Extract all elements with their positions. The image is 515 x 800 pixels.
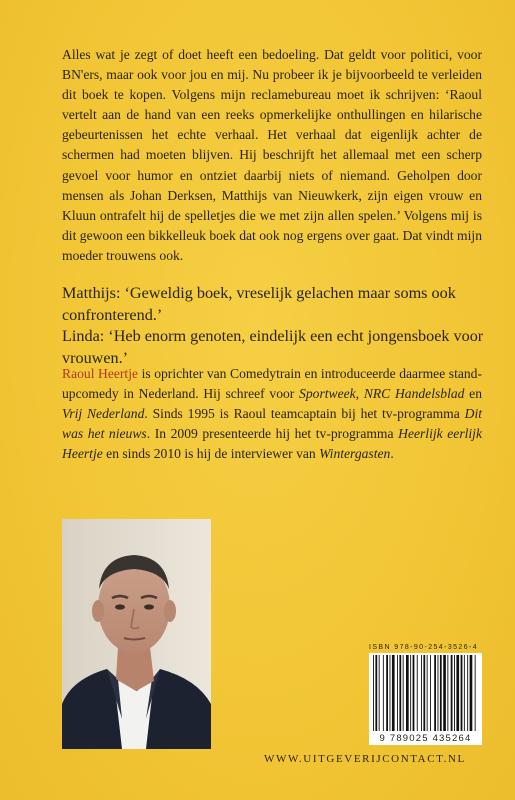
barcode-bar <box>392 655 395 731</box>
barcode-bar <box>406 655 409 731</box>
barcode-bar <box>397 655 398 731</box>
barcode-bar <box>447 655 448 731</box>
blurb-text: Alles wat je zegt of doet heeft een bedoeling. Dat geldt voor politici, voor BN'ers, maar ook voor jou en mij. Nu probeer ik je bijvoorbeeld te verleiden dit boek te kopen. Volgens mijn reclamebureau moet ik schrijven: ‘Raoul vertelt aan de hand van een reeks opmerkelijke onthullingen en hilarische gebeurtenissen het echte verhaal. Het verhaal dat eigenlijk achter de schermen had moeten blijven. Hij beschrijft het allemaal met een scherp gevoel voor humor en ontziet daarbij niets of niemand. Geholpen door mensen als Johan Derksen, Matthijs van Nieuwkerk, zijn eigen vrouw en Kluun ontrafelt hij de spelletjes die we met zijn allen spelen.’ Volgens mij is dit gewoon een bikkelleuk boek dat ook nog ergens over gaat. Dat vindt mijn moeder trouwens ook. <box>62 47 482 263</box>
barcode-bar <box>399 655 401 731</box>
bio-title: Dit was het nieuws <box>62 406 482 442</box>
bio-title: NRC Handelsblad <box>363 386 465 402</box>
barcode-digits: 9 789025 435264 <box>369 733 482 745</box>
barcode-bar <box>456 655 459 731</box>
barcode-bar <box>390 655 391 731</box>
barcode-bar <box>470 655 473 731</box>
bio-text: . Sinds 1995 is Raoul teamcaptain bij het tv-programma <box>144 406 465 422</box>
bio-title: Heerlijk eerlijk Heertje <box>62 426 482 462</box>
bio-text: . In 2009 presenteerde hij het tv-programma <box>146 426 399 442</box>
author-photo <box>62 519 211 749</box>
bio-text: . <box>390 446 394 462</box>
barcode-bar <box>443 655 446 731</box>
quote-matthijs: Matthijs: ‘Geweldig boek, vreselijk gelachen maar soms ook confronterend.’ <box>62 284 456 324</box>
barcode-bar <box>386 655 388 731</box>
barcode-bar <box>434 655 436 731</box>
barcode-bar <box>467 655 468 731</box>
author-bio <box>62 364 482 464</box>
barcode-bar <box>423 655 425 731</box>
bio-title: Vrij Nederland <box>62 406 145 422</box>
barcode-bar <box>403 655 404 731</box>
barcode-bar <box>417 655 418 731</box>
barcode-bar <box>461 655 463 731</box>
bio-title: Sportweek <box>299 386 356 402</box>
barcode-bar <box>410 655 411 731</box>
barcode-bar <box>427 655 428 731</box>
barcode-bar <box>464 655 465 731</box>
barcode-bar <box>438 655 439 731</box>
quote-linda: Linda: ‘Heb enorm genoten, eindelijk een echt jongensboek voor vrouwen.’ <box>62 327 484 367</box>
bio-text: is oprichter van Comedytrain en introduceerde daarmee stand-upcomedy in Nederland. Hij schreef voor <box>62 366 482 402</box>
isbn-label: ISBN 978-90-254-3526-4 <box>369 644 479 651</box>
barcode-bar <box>413 655 415 731</box>
barcode-bar <box>454 655 455 731</box>
barcode-bar <box>373 655 374 731</box>
barcode-bar <box>451 655 453 731</box>
barcode <box>369 653 482 733</box>
bio-text: , <box>355 386 364 402</box>
barcode-bar <box>383 655 384 731</box>
bio-title: Wintergasten <box>319 446 391 462</box>
barcode-bar <box>440 655 442 731</box>
author-portrait-illustration <box>62 519 211 749</box>
barcode-bar <box>375 655 377 731</box>
barcode-bar <box>379 655 380 731</box>
publisher-website: WWW.UITGEVERIJCONTACT.NL <box>264 753 466 765</box>
barcode-bar <box>430 655 431 731</box>
review-quotes <box>62 283 492 369</box>
author-name: Raoul Heertje <box>62 366 139 381</box>
barcode-bar <box>421 655 422 731</box>
bio-text: en <box>464 386 483 402</box>
barcode-bar <box>475 655 476 731</box>
bio-text: en sinds 2010 is hij de interviewer van <box>102 446 320 462</box>
